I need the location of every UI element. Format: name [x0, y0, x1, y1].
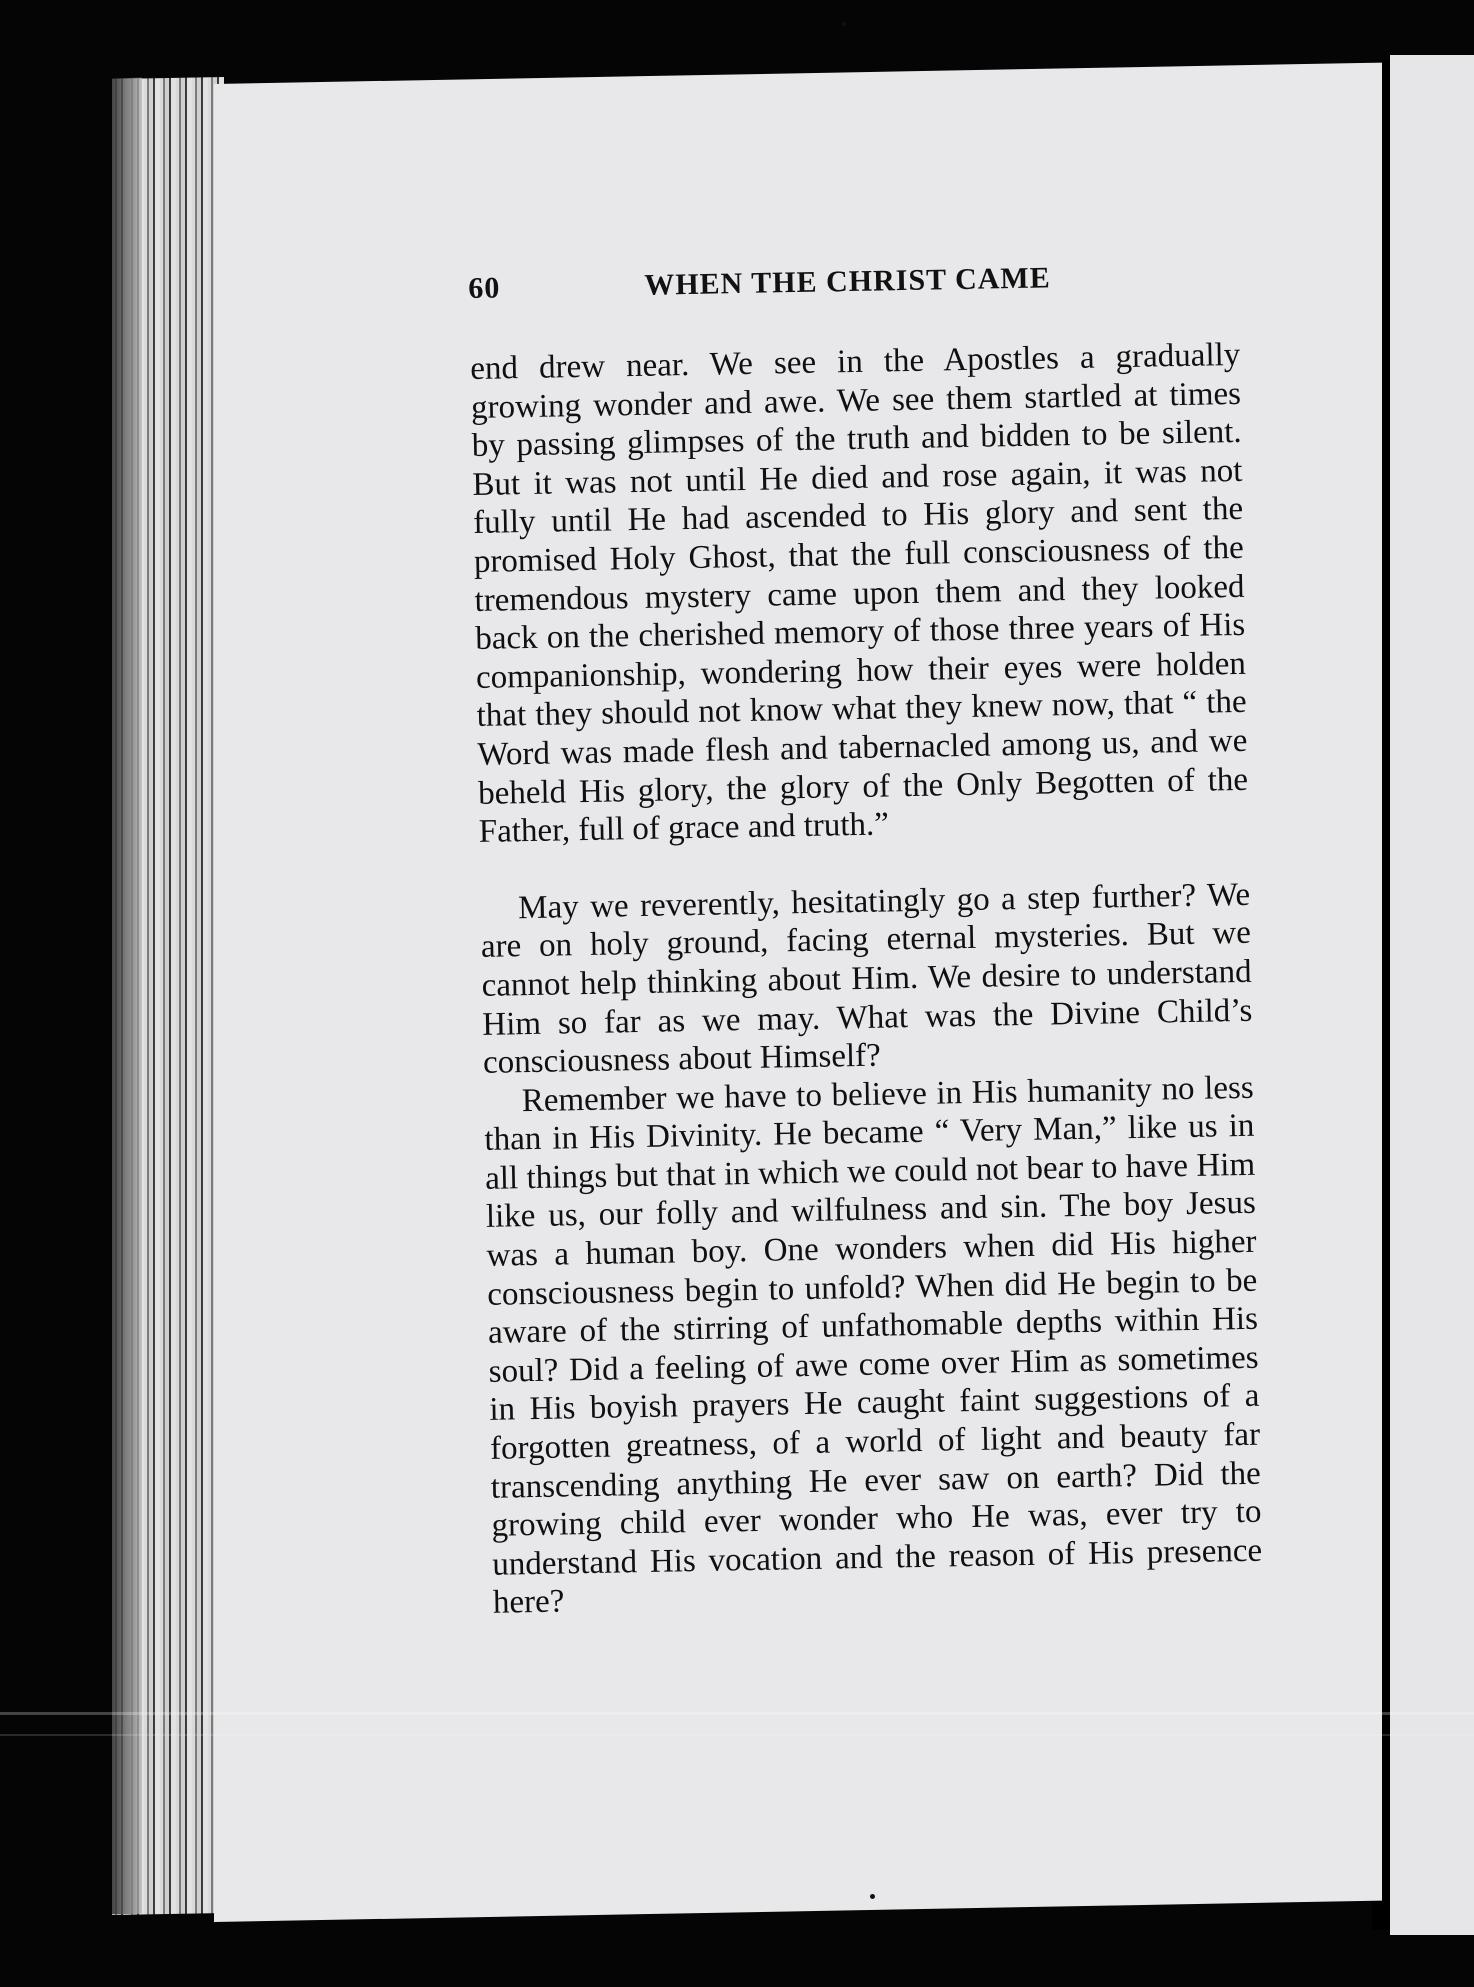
- scan-artifact-line: [0, 1734, 1474, 1736]
- page-stack-shadow: [112, 78, 142, 1915]
- book-title: WHEN THE CHRIST CAME: [643, 261, 1051, 302]
- facing-page-edge: [1390, 55, 1474, 1935]
- page-body-text: [470, 336, 1263, 1623]
- scan-artifact-line: [0, 1712, 1474, 1715]
- scan-speck: [842, 22, 846, 26]
- paragraph-1: end drew near. We see in the Apostles a gradually growing wonder and awe. We see them startled at times by passing glimpses of the truth and bidden to be silent. But it was not until He died and rose again, it was not fully until He had ascended to His glory and sent the promised Holy Ghost, that the full consciousness of the tremendous mystery came upon them and they looked back on the cherished memory of those three years of His companionship, wondering how their eyes were holden that they should not know what they knew now, that “ the Word was made flesh and tabernacled among us, and we beheld His glory, the glory of the Only Begotten of the Father, full of grace and truth.”: [470, 336, 1249, 851]
- paragraph-2: May we reverently, hesitatingly go a step further? We are on holy ground, facing eternal mysteries. But we cannot help thinking about Him. We desire to understand Him so far as we may. What was the Divine Child’s consciousness about Himself?: [480, 876, 1253, 1081]
- paragraph-3: Remember we have to believe in His humanity no less than in His Divinity. He became “ Very Man,” like us in all things but that in which we could not bear to have Him like us, our folly and wilfulness and sin. The boy Jesus was a human boy. One wonders when did His higher consciousness begin to unfold? When did He begin to be aware of the stirring of unfathomable depths within His soul? Did a feeling of awe come over Him as sometimes in His boyish prayers He caught faint suggestions of a forgotten greatness, of a world of light and beauty far transcending anything He ever saw on earth? Did the growing child ever wonder who He was, ever try to understand His vocation and the reason of His presence here?: [484, 1069, 1263, 1622]
- page-number: 60: [468, 271, 501, 305]
- scan-speck: [870, 1894, 875, 1899]
